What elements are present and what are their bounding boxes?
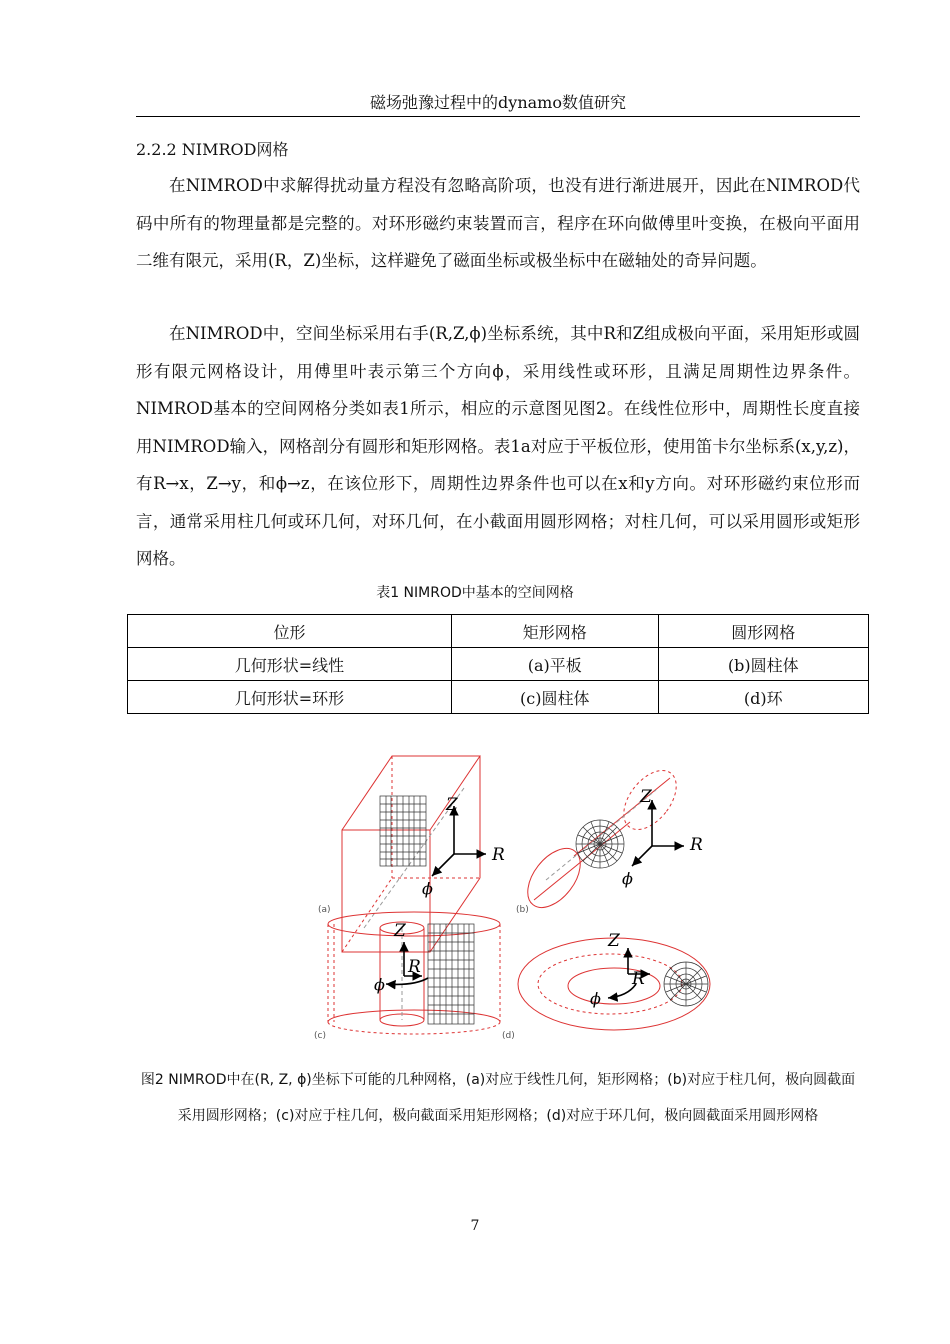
paragraph-2: 在NIMROD中，空间坐标采用右手(R,Z,ϕ)坐标系统，其中R和Z组成极向平面，采用矩形或圆形有限元网格设计，用傅里叶表示第三个方向ϕ，采用线性或环形，且满足周期性边界条件。NIMROD基本的空间网格分类如表1所示，相应的示意图见图2。在线性位形中，周期性长度直接用NIMROD输入，网格剖分有圆形和矩形网格。表1a对应于平板位形，使用笛卡尔坐标系(x,y,z)，有R→x，Z→y，和ϕ→z，在该位形下，周期性边界条件也可以在x和y方向。对环形磁约束位形而言，通常采用柱几何或环几何，对环几何，在小截面用圆形网格；对柱几何，可以采用圆形或矩形网格。 xyxy=(136,324,860,568)
panel-label-b: (b) xyxy=(516,905,529,915)
axis-label-r: R xyxy=(408,957,421,977)
panel-label-d: (d) xyxy=(502,1031,515,1041)
axis-label-phi: ϕ xyxy=(622,869,633,888)
table-row xyxy=(128,681,869,714)
table-cell: (a)平板 xyxy=(451,648,658,681)
table-header-cell: 矩形网格 xyxy=(451,615,658,648)
paragraph-1: 在NIMROD中求解得扰动量方程没有忽略高阶项，也没有进行渐进展开，因此在NIMROD代码中所有的物理量都是完整的。对环形磁约束装置而言，程序在环向做傅里叶变换，在极向平面用二维有限元，采用(R，Z)坐标，这样避免了磁面坐标或极坐标中在磁轴处的奇异问题。 xyxy=(136,176,860,270)
axis-label-z: Z xyxy=(608,931,620,951)
panel-label-a: (a) xyxy=(318,905,331,915)
panel-label-c: (c) xyxy=(314,1031,326,1041)
table-header-row xyxy=(128,615,869,648)
axis-label-r: R xyxy=(632,969,645,989)
mesh-table xyxy=(127,614,869,714)
axis-label-phi: ϕ xyxy=(374,975,385,994)
axis-label-z: Z xyxy=(394,921,406,941)
panel-b-cylinder xyxy=(516,761,703,917)
mesh-figure xyxy=(314,748,718,1044)
figure-caption: 图2 NIMROD中在(R, Z, ϕ)坐标下可能的几种网格，(a)对应于线性几何，矩形网格；(b)对应于柱几何，极向圆截面采用圆形网格；(c)对应于柱几何，极向截面采用矩形网格；(d)对应于环几何，极向圆截面采用圆形网格 xyxy=(140,1072,856,1124)
table-cell: (d)环 xyxy=(658,681,868,714)
table-header-cell: 圆形网格 xyxy=(658,615,868,648)
header-rule xyxy=(136,116,860,117)
table-cell: 几何形状=线性 xyxy=(128,648,452,681)
axis-label-z: Z xyxy=(446,795,458,815)
table-cell: 几何形状=环形 xyxy=(128,681,452,714)
table-row xyxy=(128,648,869,681)
table-caption: 表1 NIMROD中基本的空间网格 xyxy=(376,585,574,601)
page-number: 7 xyxy=(470,1218,480,1234)
running-header: 磁场弛豫过程中的dynamo数值研究 xyxy=(370,93,626,112)
table-cell: (b)圆柱体 xyxy=(658,648,868,681)
section-heading: 2.2.2 NIMROD网格 xyxy=(136,140,289,159)
axis-label-r: R xyxy=(690,835,703,855)
axis-label-z: Z xyxy=(640,787,652,807)
table-cell: (c)圆柱体 xyxy=(451,681,658,714)
panel-d-torus xyxy=(502,931,710,1041)
axis-label-phi: ϕ xyxy=(590,989,601,1008)
table-header-cell: 位形 xyxy=(128,615,452,648)
axis-label-phi: ϕ xyxy=(422,879,433,898)
axis-label-r: R xyxy=(492,845,505,865)
